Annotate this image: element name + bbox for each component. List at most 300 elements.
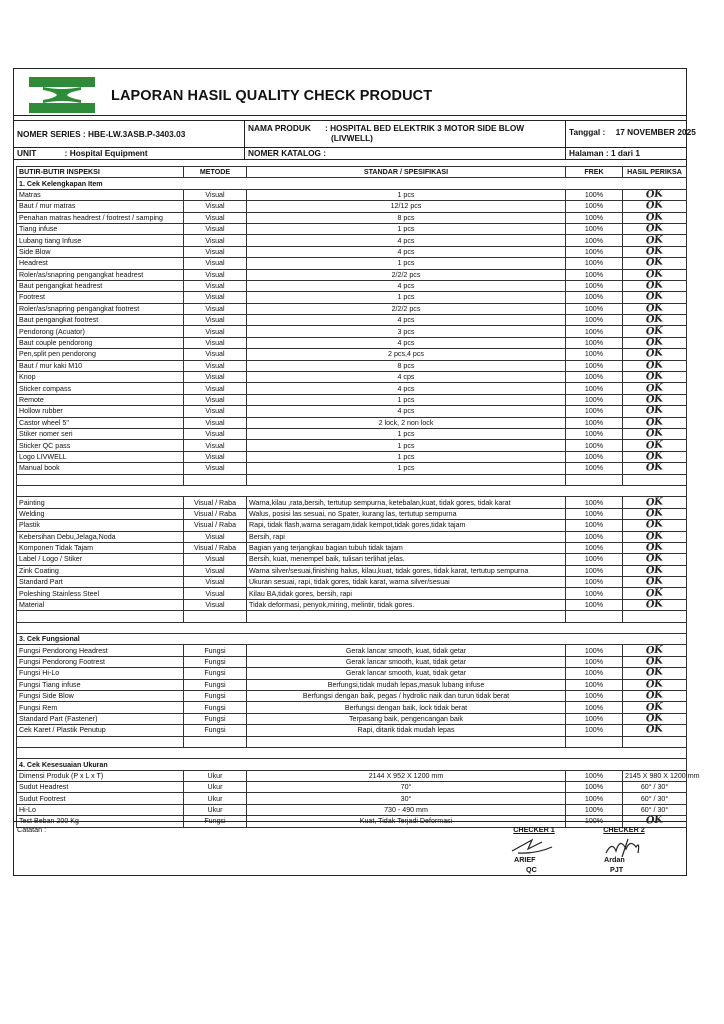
item-name: Komponen Tidak Tajam (17, 542, 184, 553)
item-name: Lubang tiang Infuse (17, 235, 184, 246)
col-header-standard: STANDAR / SPESIFIKASI (247, 167, 566, 178)
blank-cell (566, 474, 623, 485)
handwritten-ok-mark: OK (645, 564, 664, 577)
standard: 730 - 490 mm (247, 804, 566, 815)
frequency: 100% (566, 269, 623, 280)
item-name: Baut / mur matras (17, 201, 184, 212)
blank-cell (623, 474, 687, 485)
handwritten-ok-mark: OK (645, 507, 664, 520)
result (623, 417, 687, 428)
frequency: 100% (566, 428, 623, 439)
frequency: 100% (566, 713, 623, 724)
result (623, 599, 687, 610)
frequency: 100% (566, 463, 623, 474)
standard: 2/2/2 pcs (247, 269, 566, 280)
product-name-label: NAMA PRODUK (248, 123, 311, 133)
item-name: Baut couple pendorong (17, 337, 184, 348)
handwritten-ok-mark: OK (645, 427, 664, 440)
table-row (17, 713, 687, 724)
frequency: 100% (566, 497, 623, 508)
table-row (17, 292, 687, 303)
handwritten-ok-mark: OK (645, 700, 664, 714)
method: Visual (184, 269, 247, 280)
checker2-name: Ardan (604, 855, 625, 864)
standard: Bagian yang terjangkau bagian tubuh tidak tajam (247, 542, 566, 553)
frequency: 100% (566, 337, 623, 348)
spacer-row (17, 747, 687, 758)
table-row (17, 428, 687, 439)
method: Ukur (184, 804, 247, 815)
method: Fungsi (184, 645, 247, 656)
frequency: 100% (566, 542, 623, 553)
result (623, 303, 687, 314)
item-name: Baut pengangkat headrest (17, 280, 184, 291)
item-name: Fungsi Pendorong Headrest (17, 645, 184, 656)
col-header-result: HASIL PERIKSA (623, 167, 687, 178)
unit-label: UNIT (17, 148, 37, 158)
standard: 4 pcs (247, 383, 566, 394)
frequency: 100% (566, 212, 623, 223)
result (623, 565, 687, 576)
standard: Berfungsi,tidak mudah lepas,masuk lubang infuse (247, 679, 566, 690)
handwritten-ok-mark: OK (645, 530, 664, 543)
result (623, 212, 687, 223)
frequency: 100% (566, 656, 623, 667)
table-row (17, 463, 687, 474)
table-row (17, 577, 687, 588)
handwritten-ok-mark: OK (645, 188, 664, 201)
method: Visual (184, 565, 247, 576)
handwritten-ok-mark: OK (645, 336, 664, 349)
frequency: 100% (566, 189, 623, 200)
handwritten-ok-mark: OK (645, 199, 664, 212)
standard: Gerak lancar smooth, kuat, tidak getar (247, 668, 566, 679)
result: 60° / 30° (623, 782, 687, 793)
frequency: 100% (566, 258, 623, 269)
result (623, 690, 687, 701)
standard: 2144 X 952 X 1200 mm (247, 770, 566, 781)
standard: Bersih, kuat, menempel baik, tulisan terlihat jelas. (247, 554, 566, 565)
table-row (17, 372, 687, 383)
standard: 1 pcs (247, 451, 566, 462)
method: Visual (184, 189, 247, 200)
handwritten-ok-mark: OK (645, 450, 664, 463)
frequency: 100% (566, 531, 623, 542)
standard: Rapi, ditarik tidak mudah lepas (247, 725, 566, 736)
result (623, 679, 687, 690)
table-row (17, 223, 687, 234)
frequency: 100% (566, 223, 623, 234)
handwritten-ok-mark: OK (645, 723, 664, 736)
table-row (17, 280, 687, 291)
report-header (14, 69, 686, 116)
standard: Berfungsi dengan baik, pegas / hydrolic naik dan turun tidak berat (247, 690, 566, 701)
table-row (17, 417, 687, 428)
method: Visual (184, 417, 247, 428)
table-row (17, 212, 687, 223)
item-name: Fungsi Side Blow (17, 690, 184, 701)
table-row (17, 497, 687, 508)
col-header-freq: FREK (566, 167, 623, 178)
page-indicator: Halaman : 1 dari 1 (569, 148, 641, 158)
table-row (17, 383, 687, 394)
handwritten-ok-mark: OK (645, 575, 664, 588)
standard: 4 pcs (247, 315, 566, 326)
table-row (17, 394, 687, 405)
frequency: 100% (566, 554, 623, 565)
result (623, 235, 687, 246)
item-name: Fungsi Pendorong Footrest (17, 656, 184, 667)
handwritten-ok-mark: OK (645, 666, 664, 679)
standard: 2 pcs,4 pcs (247, 349, 566, 360)
frequency: 100% (566, 372, 623, 383)
result (623, 269, 687, 280)
handwritten-ok-mark: OK (645, 359, 664, 372)
frequency: 100% (566, 417, 623, 428)
item-name: Pen,split pen pendorong (17, 349, 184, 360)
checker1-label: CHECKER 1 (513, 825, 555, 834)
handwritten-ok-mark: OK (645, 302, 664, 315)
table-row (17, 349, 687, 360)
table-row (17, 360, 687, 371)
result (623, 702, 687, 713)
table-row (17, 645, 687, 656)
method: Visual (184, 554, 247, 565)
item-name: Kebersihan Debu,Jelaga,Noda (17, 531, 184, 542)
standard: 8 pcs (247, 360, 566, 371)
method: Visual (184, 326, 247, 337)
spacer-cell (17, 485, 687, 496)
table-row (17, 451, 687, 462)
standard: 1 pcs (247, 428, 566, 439)
standard: 70° (247, 782, 566, 793)
method: Visual (184, 337, 247, 348)
table-header-row (17, 167, 687, 178)
handwritten-ok-mark: OK (645, 495, 664, 509)
method: Visual (184, 440, 247, 451)
method: Fungsi (184, 656, 247, 667)
item-name: Zink Coating (17, 565, 184, 576)
catalog-cell (244, 147, 565, 159)
method: Visual (184, 280, 247, 291)
unit-cell (14, 147, 244, 159)
frequency: 100% (566, 315, 623, 326)
blank-cell (247, 736, 566, 747)
standard: Tidak deformasi, penyok,miring, melintir, tidak gores. (247, 599, 566, 610)
frequency: 100% (566, 383, 623, 394)
table-row (17, 679, 687, 690)
method: Visual (184, 223, 247, 234)
result (623, 463, 687, 474)
item-name: Baut / mur kaki M10 (17, 360, 184, 371)
handwritten-ok-mark: OK (645, 689, 664, 702)
item-name: Label / Logo / Stiker (17, 554, 184, 565)
checker1-block (504, 825, 564, 874)
method: Visual / Raba (184, 508, 247, 519)
standard: Gerak lancar smooth, kuat, tidak getar (247, 645, 566, 656)
item-name: Hi-Lo (17, 804, 184, 815)
method: Fungsi (184, 713, 247, 724)
standard: Ukuran sesuai, rapi, tidak gores, tidak karat, warna silver/sesuai (247, 577, 566, 588)
result (623, 440, 687, 451)
handwritten-ok-mark: OK (645, 416, 664, 429)
result (623, 497, 687, 508)
item-name: Stiker nomer seri (17, 428, 184, 439)
blank-cell (623, 611, 687, 622)
standard: 3 pcs (247, 326, 566, 337)
table-row (17, 440, 687, 451)
method: Visual (184, 577, 247, 588)
frequency: 100% (566, 520, 623, 531)
table-row (17, 702, 687, 713)
frequency: 100% (566, 565, 623, 576)
table-row (17, 725, 687, 736)
col-header-method: METODE (184, 167, 247, 178)
handwritten-ok-mark: OK (645, 325, 664, 338)
table-row (17, 782, 687, 793)
item-name: Baut pengangkat footrest (17, 315, 184, 326)
standard: 4 pcs (247, 280, 566, 291)
table-row (17, 201, 687, 212)
result (623, 360, 687, 371)
table-row (17, 406, 687, 417)
method: Visual (184, 463, 247, 474)
item-name: Test Beban 200 Kg (17, 816, 184, 827)
section-header-row (17, 634, 687, 645)
table-row (17, 315, 687, 326)
table-row (17, 531, 687, 542)
result (623, 725, 687, 736)
standard: 4 pcs (247, 246, 566, 257)
result (623, 326, 687, 337)
page-cell (565, 147, 686, 159)
section-header-row (17, 759, 687, 770)
item-name: Castor wheel 5" (17, 417, 184, 428)
result (623, 292, 687, 303)
frequency: 100% (566, 668, 623, 679)
standard: 2 lock, 2 non lock (247, 417, 566, 428)
blank-cell (184, 474, 247, 485)
table-row (17, 690, 687, 701)
table-row (17, 542, 687, 553)
item-name: Logo LIVWELL (17, 451, 184, 462)
frequency: 100% (566, 394, 623, 405)
item-name: Sticker QC pass (17, 440, 184, 451)
method: Visual (184, 292, 247, 303)
result: 60° / 30° (623, 804, 687, 815)
checker2-label: CHECKER 2 (603, 825, 645, 834)
result (623, 508, 687, 519)
item-name: Hollow rubber (17, 406, 184, 417)
blank-cell (184, 611, 247, 622)
frequency: 100% (566, 690, 623, 701)
item-name: Fungsi Rem (17, 702, 184, 713)
handwritten-ok-mark: OK (645, 404, 664, 417)
method: Visual (184, 383, 247, 394)
result (623, 223, 687, 234)
frequency: 100% (566, 599, 623, 610)
result (623, 258, 687, 269)
table-row (17, 303, 687, 314)
section-title: 3. Cek Fungsional (17, 634, 687, 645)
method: Visual (184, 588, 247, 599)
table-row (17, 326, 687, 337)
item-name: Remote (17, 394, 184, 405)
checker2-block (594, 825, 654, 874)
table-row (17, 656, 687, 667)
result (623, 383, 687, 394)
inspection-table (16, 166, 700, 828)
method: Visual (184, 372, 247, 383)
method: Visual (184, 212, 247, 223)
standard: Warna silver/sesuai,finishing halus, kilau,kuat, tidak gores, tidak karat, tertutup sempurna (247, 565, 566, 576)
result (623, 406, 687, 417)
method: Visual / Raba (184, 520, 247, 531)
method: Visual (184, 201, 247, 212)
spacer-cell (17, 747, 687, 758)
item-name: Side Blow (17, 246, 184, 257)
result (623, 372, 687, 383)
item-name: Sticker compass (17, 383, 184, 394)
catalog-label: NOMER KATALOG : (248, 148, 327, 158)
handwritten-ok-mark: OK (645, 245, 664, 258)
standard: 1 pcs (247, 258, 566, 269)
frequency: 100% (566, 303, 623, 314)
standard: 30° (247, 793, 566, 804)
handwritten-ok-mark: OK (645, 552, 664, 566)
result (623, 349, 687, 360)
report-title: LAPORAN HASIL QUALITY CHECK PRODUCT (111, 88, 433, 104)
handwritten-ok-mark: OK (645, 598, 664, 611)
item-name: Welding (17, 508, 184, 519)
item-name: Painting (17, 497, 184, 508)
blank-row (17, 736, 687, 747)
handwritten-ok-mark: OK (645, 655, 664, 668)
frequency: 100% (566, 793, 623, 804)
blank-cell (17, 474, 184, 485)
item-name: Sudut Footrest (17, 793, 184, 804)
standard: Kuat, Tidak Terjadi Deformasi (247, 816, 566, 827)
item-name: Pendorong (Acuator) (17, 326, 184, 337)
table-row (17, 793, 687, 804)
handwritten-ok-mark: OK (645, 279, 664, 292)
handwritten-ok-mark: OK (645, 712, 664, 725)
frequency: 100% (566, 782, 623, 793)
frequency: 100% (566, 235, 623, 246)
standard: 1 pcs (247, 292, 566, 303)
blank-cell (184, 736, 247, 747)
handwritten-ok-mark: OK (645, 256, 664, 269)
handwritten-ok-mark: OK (645, 211, 664, 224)
frequency: 100% (566, 246, 623, 257)
frequency: 100% (566, 508, 623, 519)
section-header-row (17, 178, 687, 189)
frequency: 100% (566, 292, 623, 303)
method: Fungsi (184, 702, 247, 713)
handwritten-ok-mark: OK (645, 461, 664, 474)
frequency: 100% (566, 679, 623, 690)
handwritten-ok-mark: OK (645, 313, 664, 326)
standard: Warna,kilau ,rata,bersih, tertutup sempurna, ketebalan,kuat, tidak gores, tidak karat (247, 497, 566, 508)
company-logo (29, 77, 95, 113)
frequency: 100% (566, 360, 623, 371)
standard: 12/12 pcs (247, 201, 566, 212)
frequency: 100% (566, 280, 623, 291)
spacer-row (17, 622, 687, 633)
frequency: 100% (566, 770, 623, 781)
item-name: Penahan matras headrest / footrest / samping (17, 212, 184, 223)
frequency: 100% (566, 326, 623, 337)
handwritten-ok-mark: OK (645, 347, 664, 360)
frequency: 100% (566, 201, 623, 212)
method: Ukur (184, 793, 247, 804)
checker1-name: ARIEF (514, 855, 536, 864)
standard: 2/2/2 pcs (247, 303, 566, 314)
handwritten-ok-mark: OK (645, 222, 664, 235)
result (623, 645, 687, 656)
series-label: NOMER SERIES : (17, 129, 86, 139)
frequency: 100% (566, 406, 623, 417)
spacer-row (17, 485, 687, 496)
frequency: 100% (566, 588, 623, 599)
frequency: 100% (566, 349, 623, 360)
method: Visual (184, 451, 247, 462)
handwritten-ok-mark: OK (645, 518, 664, 531)
standard: 8 pcs (247, 212, 566, 223)
method: Visual (184, 303, 247, 314)
item-name: Roler/as/snapring pengangkat headrest (17, 269, 184, 280)
method: Visual (184, 599, 247, 610)
method: Visual (184, 235, 247, 246)
frequency: 100% (566, 451, 623, 462)
table-row (17, 565, 687, 576)
checker2-role: PJT (610, 865, 624, 874)
spacer-cell (17, 622, 687, 633)
method: Visual / Raba (184, 542, 247, 553)
item-name: Roler/as/snapring pengangkat footrest (17, 303, 184, 314)
result: 2145 X 980 X 1200 mm (623, 770, 687, 781)
item-name: Fungsi Tiang infuse (17, 679, 184, 690)
section-title: 4. Cek Kesesuaian Ukuran (17, 759, 687, 770)
table-row (17, 235, 687, 246)
method: Visual (184, 315, 247, 326)
blank-cell (566, 611, 623, 622)
table-row (17, 770, 687, 781)
standard: 4 pcs (247, 235, 566, 246)
series-cell (14, 121, 244, 147)
method: Visual (184, 394, 247, 405)
item-name: Manual book (17, 463, 184, 474)
item-name: Plastik (17, 520, 184, 531)
checker1-signature (508, 835, 560, 857)
table-row (17, 668, 687, 679)
table-row (17, 258, 687, 269)
standard: Terpasang baik, pengencangan baik (247, 713, 566, 724)
method: Fungsi (184, 816, 247, 827)
method: Visual / Raba (184, 497, 247, 508)
item-name: Footrest (17, 292, 184, 303)
handwritten-ok-mark: OK (645, 587, 664, 600)
qc-report-document (13, 68, 700, 876)
standard: 1 pcs (247, 440, 566, 451)
table-row (17, 246, 687, 257)
method: Visual (184, 428, 247, 439)
handwritten-ok-mark: OK (645, 268, 664, 281)
report-footer (14, 821, 686, 878)
standard: 1 pcs (247, 394, 566, 405)
standard: 4 cps (247, 372, 566, 383)
result (623, 428, 687, 439)
